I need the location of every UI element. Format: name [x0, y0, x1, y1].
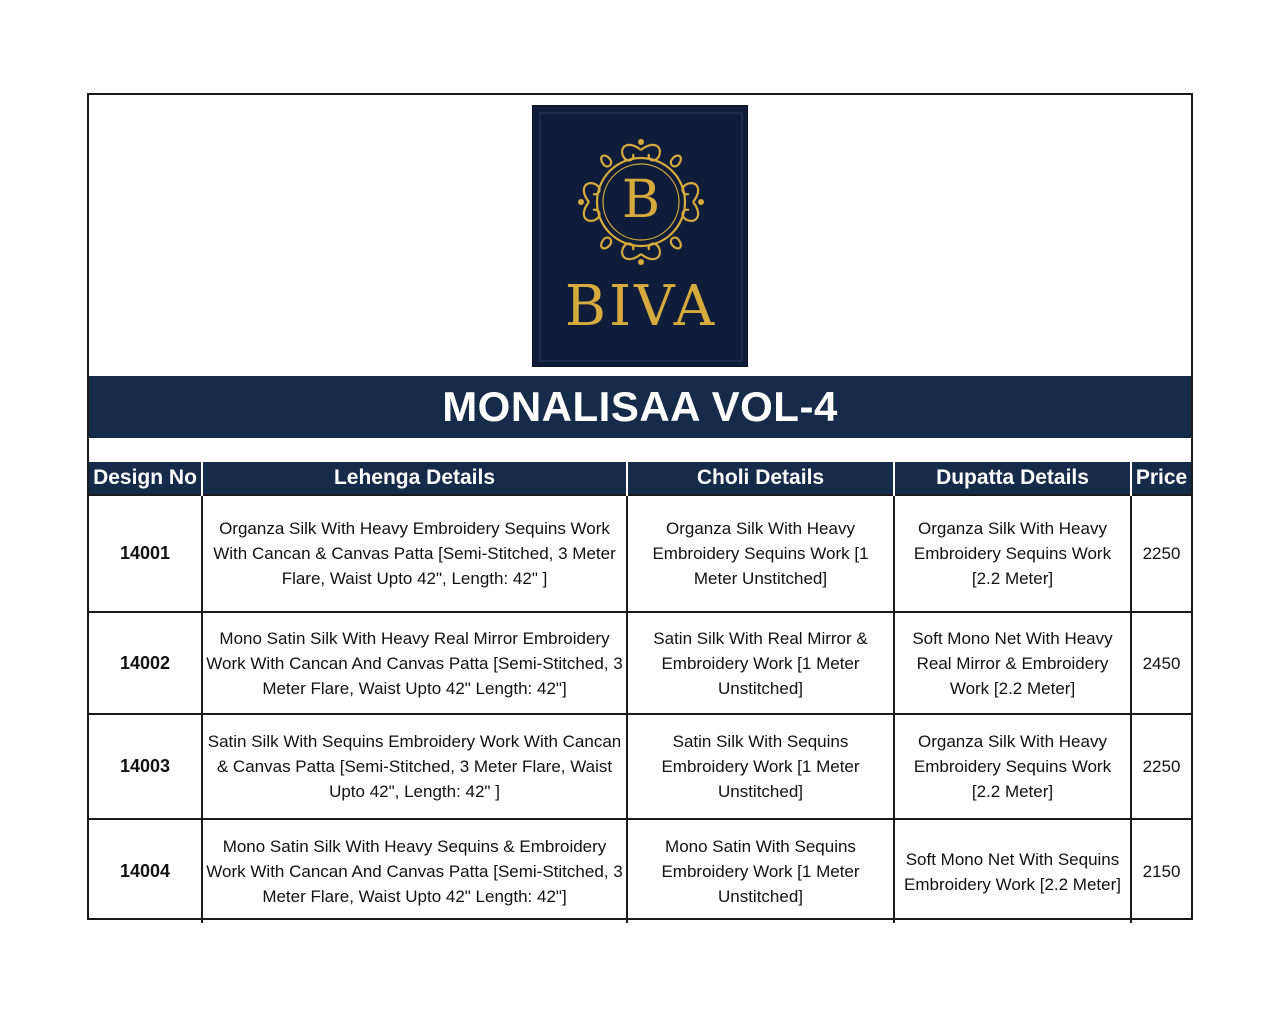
lehenga-cell: Satin Silk With Sequins Embroidery Work With Cancan & Canvas Patta [Semi-Stitched, 3 Meter Flare, Waist Upto 42", Length: 42" ] — [202, 714, 627, 819]
catalog-sheet — [87, 93, 1193, 920]
table-row — [89, 495, 1191, 612]
header-design-no: Design No — [89, 462, 202, 495]
monogram-letter: B — [621, 170, 661, 230]
dupatta-cell: Organza Silk With Heavy Embroidery Sequins Work [2.2 Meter] — [894, 495, 1131, 612]
brand-logo — [532, 105, 748, 367]
product-table — [89, 462, 1191, 923]
lehenga-cell: Mono Satin Silk With Heavy Sequins & Embroidery Work With Cancan And Canvas Patta [Semi-Stitched, 3 Meter Flare, Waist Upto 42" Length: 42"] — [202, 819, 627, 923]
price-cell: 2250 — [1131, 714, 1191, 819]
table-header-row — [89, 462, 1191, 495]
header-price: Price — [1131, 462, 1191, 495]
catalog-title-banner — [89, 376, 1191, 438]
price-cell: 2250 — [1131, 495, 1191, 612]
lehenga-cell: Mono Satin Silk With Heavy Real Mirror Embroidery Work With Cancan And Canvas Patta [Semi-Stitched, 3 Meter Flare, Waist Upto 42" Length: 42"] — [202, 612, 627, 714]
header-choli: Choli Details — [627, 462, 894, 495]
design-no-cell: 14001 — [89, 495, 202, 612]
header-lehenga: Lehenga Details — [202, 462, 627, 495]
brand-wordmark: BIVA — [564, 274, 718, 339]
dupatta-cell: Soft Mono Net With Sequins Embroidery Work [2.2 Meter] — [894, 819, 1131, 923]
catalog-title: MONALISAA VOL-4 — [442, 383, 838, 430]
design-no-cell: 14004 — [89, 819, 202, 923]
dupatta-cell: Organza Silk With Heavy Embroidery Sequins Work [2.2 Meter] — [894, 714, 1131, 819]
table-row — [89, 819, 1191, 923]
design-no-cell: 14003 — [89, 714, 202, 819]
header-dupatta: Dupatta Details — [894, 462, 1131, 495]
choli-cell: Satin Silk With Real Mirror & Embroidery Work [1 Meter Unstitched] — [627, 612, 894, 714]
table-row — [89, 714, 1191, 819]
design-no-cell: 14002 — [89, 612, 202, 714]
dupatta-cell: Soft Mono Net With Heavy Real Mirror & Embroidery Work [2.2 Meter] — [894, 612, 1131, 714]
choli-cell: Mono Satin With Sequins Embroidery Work [1 Meter Unstitched] — [627, 819, 894, 923]
table-row — [89, 612, 1191, 714]
price-cell: 2450 — [1131, 612, 1191, 714]
choli-cell: Organza Silk With Heavy Embroidery Sequins Work [1 Meter Unstitched] — [627, 495, 894, 612]
lehenga-cell: Organza Silk With Heavy Embroidery Sequins Work With Cancan & Canvas Patta [Semi-Stitched, 3 Meter Flare, Waist Upto 42", Length: 42" ] — [202, 495, 627, 612]
price-cell: 2150 — [1131, 819, 1191, 923]
choli-cell: Satin Silk With Sequins Embroidery Work [1 Meter Unstitched] — [627, 714, 894, 819]
